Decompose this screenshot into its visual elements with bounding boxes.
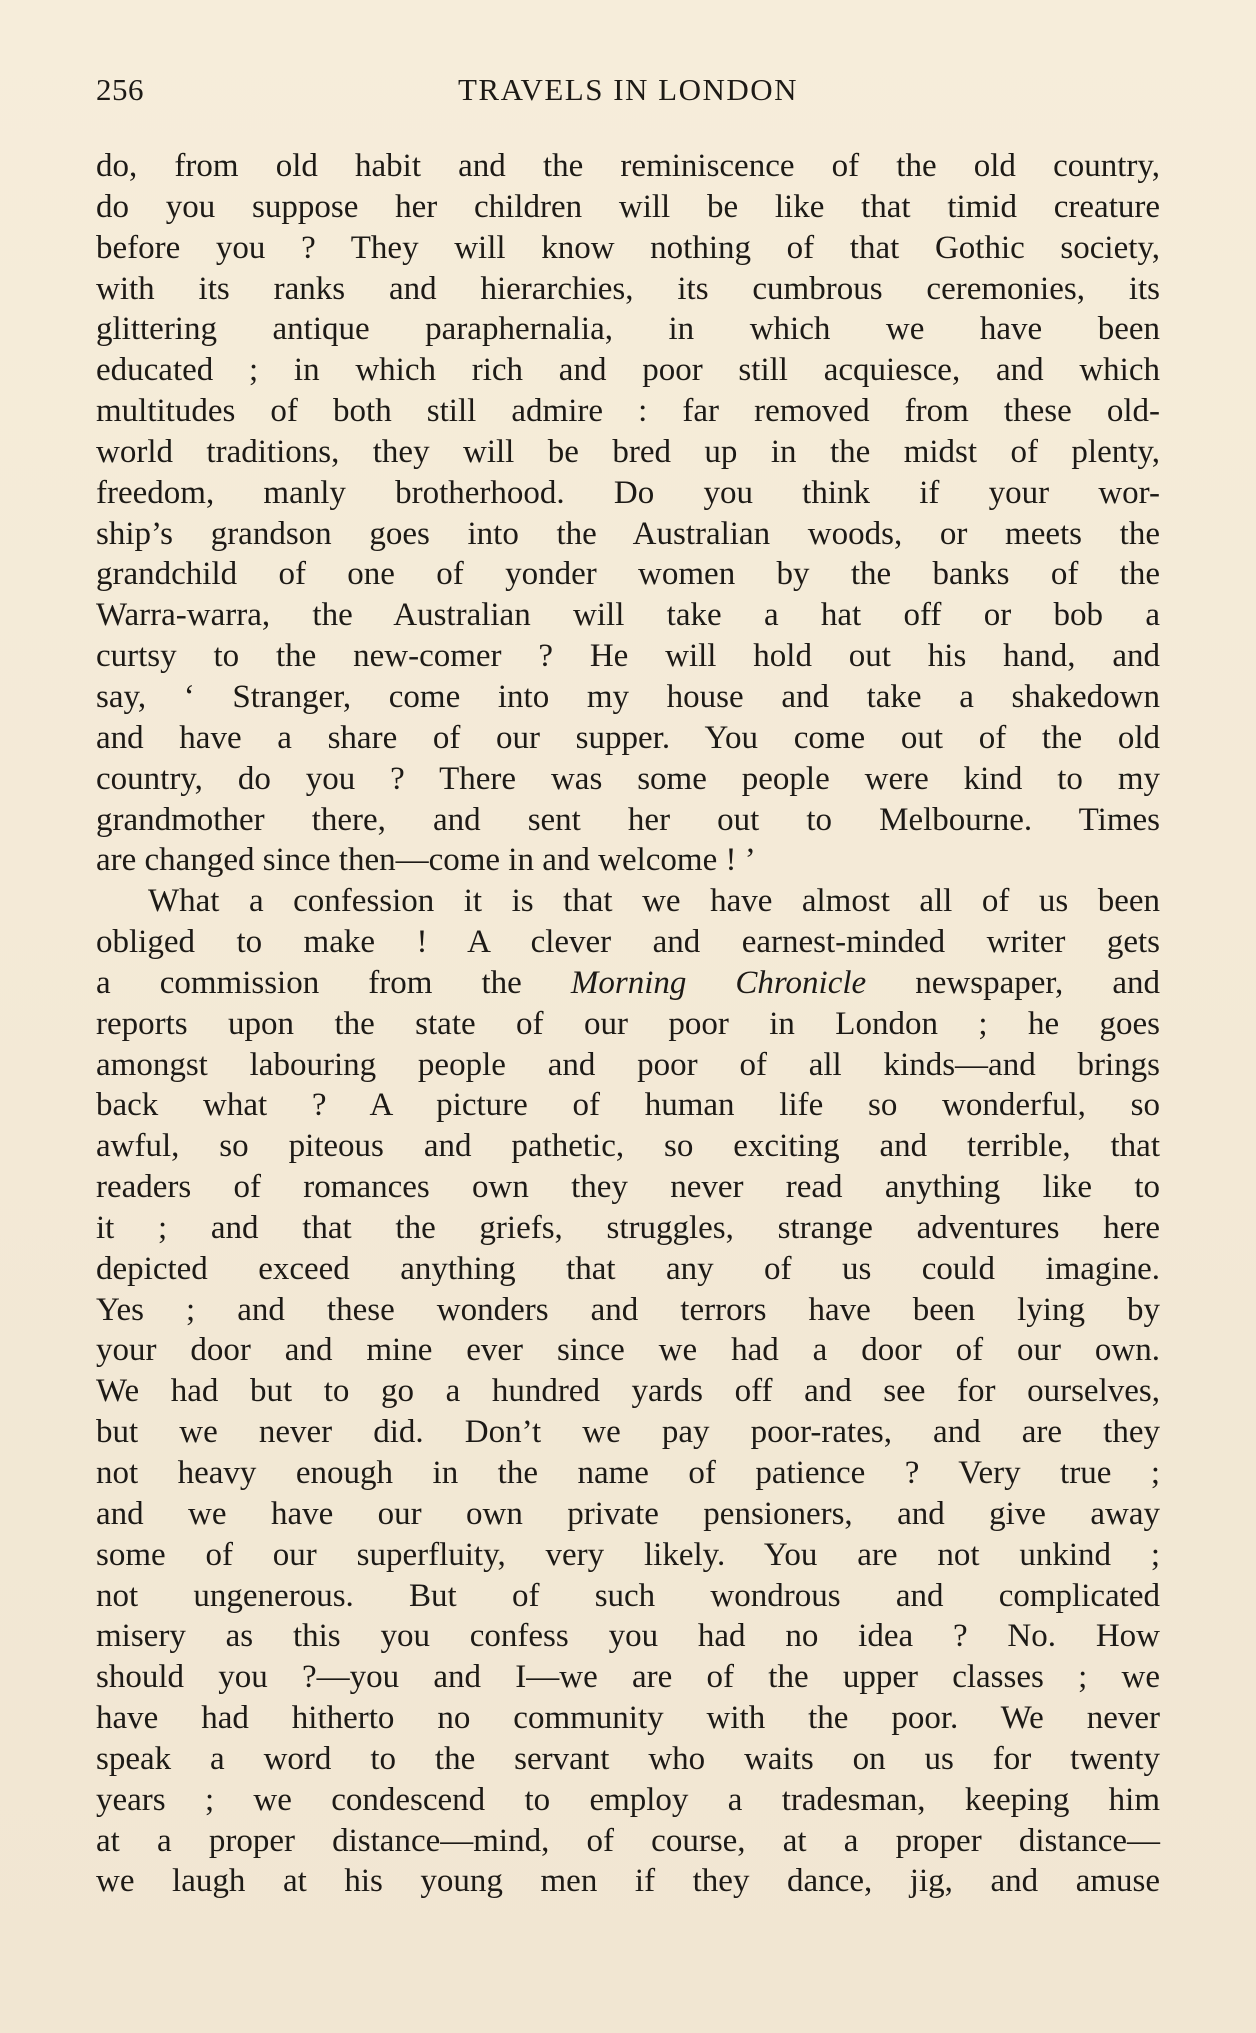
text-line: obliged to make ! A clever and earnest-minded writer gets <box>96 924 1160 961</box>
text-line: not heavy enough in the name of patience ? Very true ; <box>96 1455 1160 1491</box>
text-line: readers of romances own they never read anything like to <box>96 1169 1160 1206</box>
text-line: speak a word to the servant who waits on us for twenty <box>96 1740 1160 1777</box>
text-line-with-italic <box>96 963 1160 1004</box>
text-line: should you ?—you and I—we are of the upper classes ; we <box>96 1659 1160 1696</box>
page-number: 256 <box>96 72 144 107</box>
text-line: Warra-warra, the Australian will take a hat off or bob a <box>96 597 1160 634</box>
text-line: reports upon the state of our poor in London ; he goes <box>96 1005 1160 1042</box>
text-line: grandchild of one of yonder women by the banks of the <box>96 556 1160 593</box>
text-line: some of our superfluity, very likely. You are not unkind ; <box>96 1536 1160 1573</box>
text-line: before you ? They will know nothing of that Gothic society, <box>96 229 1160 266</box>
text-line: years ; we condescend to employ a tradesman, keeping him <box>96 1781 1160 1818</box>
text-line: not ungenerous. But of such wondrous and complicated <box>96 1577 1160 1614</box>
body-text <box>96 146 1160 1902</box>
text-line: multitudes of both still admire : far removed from these old- <box>96 393 1160 430</box>
text-line: at a proper distance—mind, of course, at a proper distance— <box>96 1822 1160 1859</box>
text-line: We had but to go a hundred yards off and see for ourselves, <box>96 1373 1160 1410</box>
text-line: country, do you ? There was some people were kind to my <box>96 760 1160 797</box>
line-text-before-title: a commission from the <box>96 964 571 1001</box>
text-line: ship’s grandson goes into the Australian woods, or meets the <box>96 515 1160 552</box>
newspaper-title: Morning Chronicle <box>570 964 867 1001</box>
text-line: world traditions, they will be bred up in the midst of plenty, <box>96 433 1160 470</box>
text-line: but we never did. Don’t we pay poor-rates, and are they <box>96 1414 1160 1451</box>
text-line: we laugh at his young men if they dance, jig, and amuse <box>96 1863 1160 1900</box>
text-line: educated ; in which rich and poor still acquiesce, and which <box>96 352 1160 389</box>
text-line: amongst labouring people and poor of all kinds—and brings <box>96 1046 1160 1083</box>
text-line: grandmother there, and sent her out to Melbourne. Times <box>96 801 1160 838</box>
text-line: say, ‘ Stranger, come into my house and take a shakedown <box>96 678 1160 715</box>
line-text-after-title: newspaper, and <box>866 964 1160 1001</box>
text-line: with its ranks and hierarchies, its cumbrous ceremonies, its <box>96 270 1160 307</box>
text-line: do, from old habit and the reminiscence of the old country, <box>96 148 1160 184</box>
text-line: your door and mine ever since we had a door of our own. <box>96 1332 1160 1369</box>
running-head: TRAVELS IN LONDON <box>457 72 799 107</box>
text-line: glittering antique paraphernalia, in which we have been <box>96 311 1160 348</box>
text-line: back what ? A picture of human life so wonderful, so <box>96 1087 1160 1124</box>
text-line: and we have our own private pensioners, and give away <box>96 1495 1160 1532</box>
page-header <box>96 72 1160 122</box>
text-line: freedom, manly brotherhood. Do you think if your wor- <box>96 474 1160 511</box>
text-line: do you suppose her children will be like that timid creature <box>96 188 1160 225</box>
text-line: depicted exceed anything that any of us could imagine. <box>96 1250 1160 1287</box>
text-line: and have a share of our supper. You come out of the old <box>96 719 1160 756</box>
text-line: Yes ; and these wonders and terrors have been lying by <box>96 1291 1160 1328</box>
paragraph-start-line: What a confession it is that we have almost all of us been <box>148 883 1160 920</box>
text-line: have had hitherto no community with the poor. We never <box>96 1700 1160 1737</box>
text-line: curtsy to the new-comer ? He will hold out his hand, and <box>96 638 1160 675</box>
text-line: misery as this you confess you had no idea ? No. How <box>96 1618 1160 1655</box>
paragraph-end-line: are changed since then—come in and welcome ! ’ <box>96 842 756 879</box>
text-line: awful, so piteous and pathetic, so exciting and terrible, that <box>96 1128 1160 1165</box>
text-line: it ; and that the griefs, struggles, strange adventures here <box>96 1209 1160 1246</box>
